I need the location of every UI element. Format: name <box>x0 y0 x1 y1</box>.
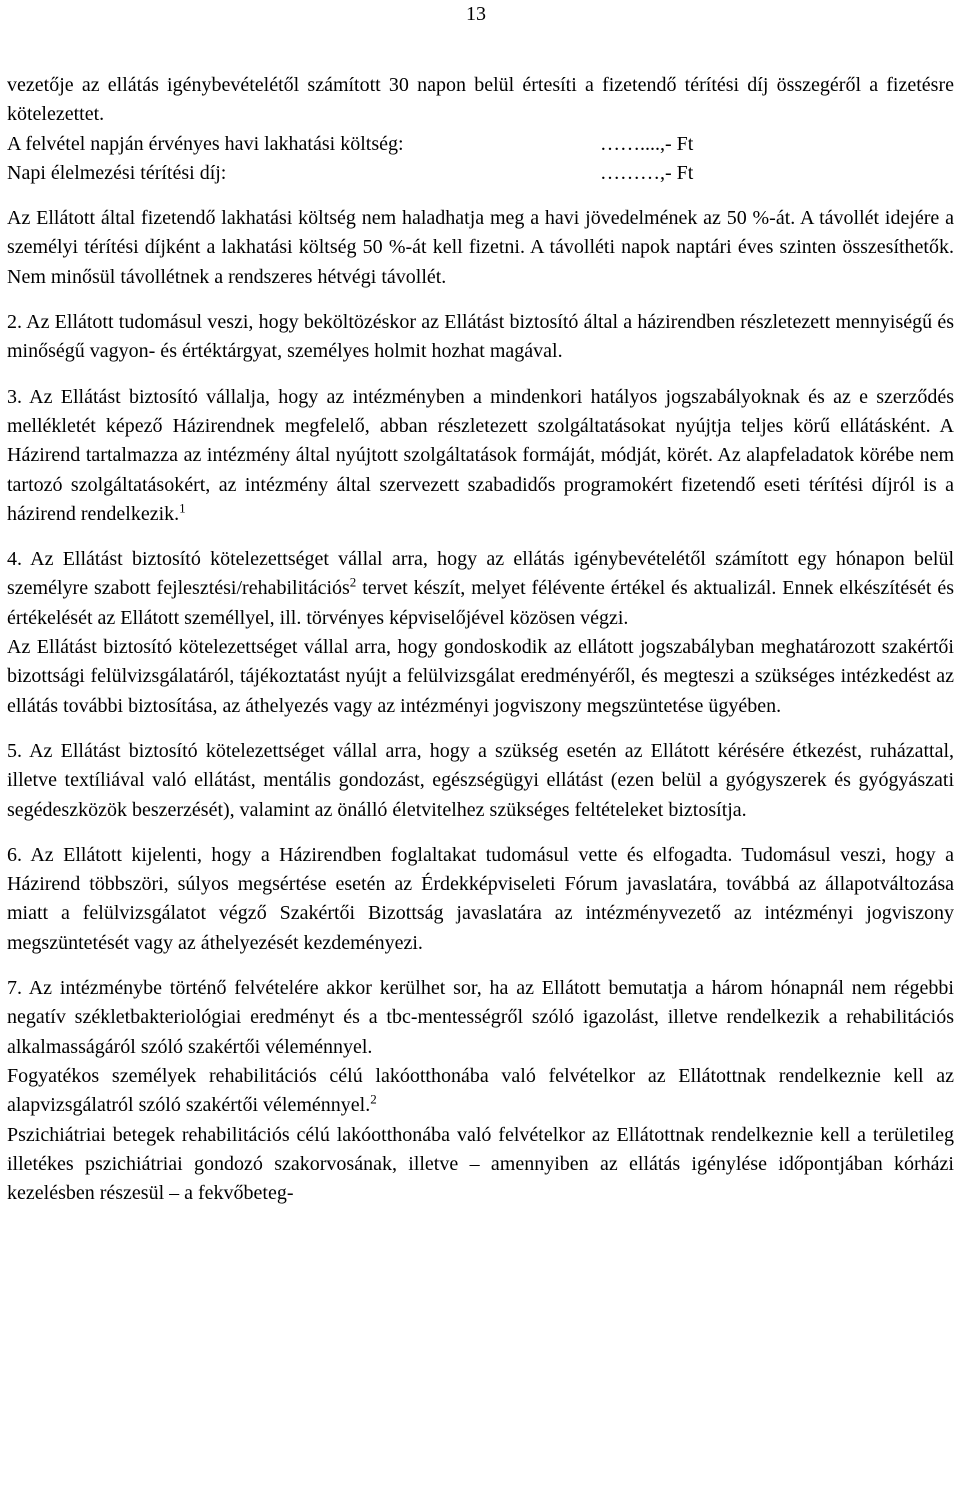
paragraph-3 <box>7 383 954 529</box>
paragraph-7b <box>7 1062 954 1121</box>
paragraph-4a-text-cont: tervet készít, melyet félévente értékel és aktualizál. Ennek elkészítését és értékelését az Ellátott személlyel, ill. törvényes képviselőjével közösen végzi. <box>7 577 954 629</box>
paragraph-7b-text: Fogyatékos személyek rehabilitációs célú lakóotthonába való felvételkor az Ellátottnak rendelkeznie kell az alapvizsgálatról szóló szakértői véleménnyel. <box>7 1064 954 1117</box>
paragraph-absence: Az Ellátott által fizetendő lakhatási költség nem haladhatja meg a havi jövedelmének az 50 %-át. A távollét idejére a személyi térítési díjként a lakhatási költség 50 %-át kell fizetni. A távolléti napok naptári éves szinten összesíthetők. Nem minősül távollétnek a rendszeres hétvégi távollét. <box>7 207 954 288</box>
paragraph-7a: 7. Az intézménybe történő felvételére akkor kerülhet sor, ha az Ellátott bemutatja a három hónapnál nem régebbi negatív székletbakteriológiai eredményt és a tbc-mentességről szóló igazolást, illetve rendelkezik a rehabilitációs alkalmasságáról szóló szakértői véleménnyel. <box>7 977 954 1058</box>
footnote-marker: 1 <box>179 500 186 516</box>
paragraph-2: 2. Az Ellátott tudomásul veszi, hogy beköltözéskor az Ellátást biztosító által a házirendben részletezett mennyiségű és minőségű vagyon- és értéktárgyat, személyes holmit hozhat magával. <box>7 311 954 363</box>
paragraph-3-text: 3. Az Ellátást biztosító vállalja, hogy az intézményben a mindenkori hatályos jogszabályoknak és az e szerződés mellékletét képező Házirendnek megfelelő, abban részletezett szolgáltatásokat nyújtja teljes körű ellátásként. A Házirend tartalmazza az intézmény által nyújtott szolgáltatások formáját, módját, körét. Az alapfeladatok körébe nem tartozó szolgáltatásokért, az intézmény által szervezett szabadidős programokért fizetendő eseti térítési díjról is a házirend rendelkezik. <box>7 385 954 525</box>
footnote-marker: 2 <box>370 1091 377 1107</box>
paragraph-5: 5. Az Ellátást biztosító kötelezettséget vállal arra, hogy a szükség esetén az Ellátott kérésére étkezést, ruházattal, illetve textíliával való ellátást, mentális gondozást, egészségügyi ellátást (ezen belül a gyógyszerek és gyógyászati segédeszközök beszerzését), valamint az önálló életvitelhez szükséges feltételeket biztosítja. <box>7 739 954 821</box>
paragraph-4b: Az Ellátást biztosító kötelezettséget vállal arra, hogy gondoskodik az ellátott jogszabályban meghatározott szakértői bizottsági felülvizsgálatáról, tájékoztatást nyújt a felülvizsgálat eredményéről, és megteszi a szükséges intézkedést az ellátás további biztosítása, az áthelyezés vagy az intézményi jogviszony megszüntetése ügyében. <box>7 636 954 717</box>
fee-value: ……....,- Ft <box>600 132 694 155</box>
paragraph-6: 6. Az Ellátott kijelenti, hogy a Házirendben foglaltakat tudomásul vette és elfogadta. Tudomásul veszi, hogy a Házirend többszöri, súlyos megsértése esetén az Érdekképviseleti Fórum javaslatára, továbbá az állapotváltozása miatt a felülvizsgálatot végző Szakértői Bizottság javaslatára az intézményvezető az intézményi jogviszony megszüntetését vagy az áthelyezését kezdeményezi. <box>7 843 954 954</box>
page-number: 13 <box>466 3 486 25</box>
document-body <box>7 71 954 1208</box>
fee-line-meals <box>7 159 954 188</box>
fee-label: A felvétel napján érvényes havi lakhatási költség: <box>7 132 404 155</box>
paragraph-4a-text: 4. Az Ellátást biztosító kötelezettséget vállal arra, hogy az ellátás igénybevételétől számított egy hónapon belül személyre szabott fejlesztési/rehabilitációs <box>7 548 954 600</box>
paragraph-7c: Pszichiátriai betegek rehabilitációs célú lakóotthonába való felvételkor az Ellátottnak rendelkeznie kell a területileg illetékes pszichiátriai gondozó szakorvosának, illetve – amennyiben az ellátás igénylése időpontjában kórházi kezelésben részesül – a fekvőbeteg- <box>7 1123 954 1205</box>
footnote-marker: 2 <box>349 574 357 590</box>
fee-label: Napi élelmezési térítési díj: <box>7 161 227 184</box>
paragraph-4a <box>7 545 954 633</box>
paragraph-intro: vezetője az ellátás igénybevételétől számított 30 napon belül értesíti a fizetendő térítési díj összegéről a fizetésre kötelezettet. <box>7 74 954 126</box>
fee-line-housing <box>7 130 954 159</box>
fee-value: ………,- Ft <box>600 161 694 184</box>
